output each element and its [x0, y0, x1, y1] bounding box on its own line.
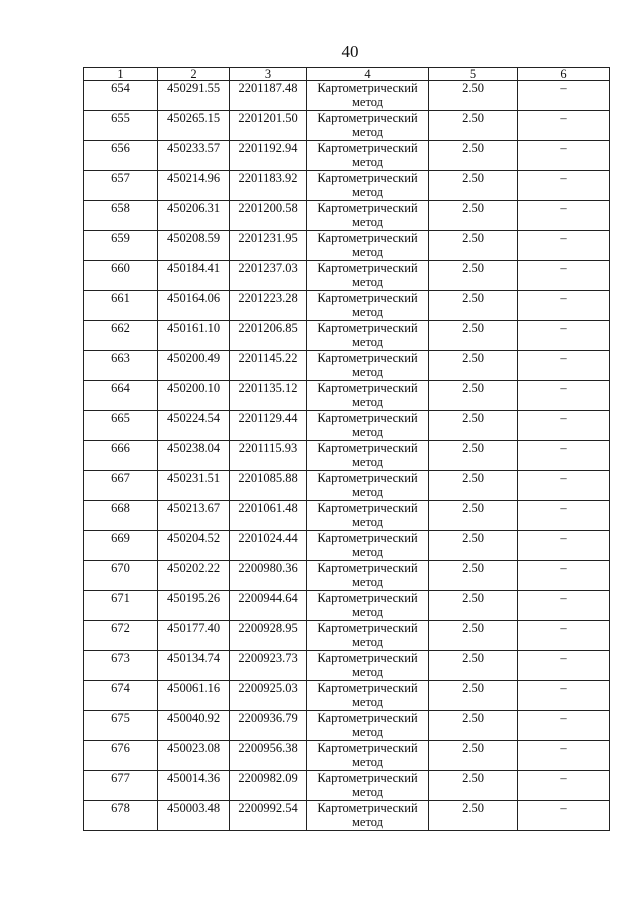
y-coordinate-cell: 2201192.94 — [230, 141, 307, 171]
x-coordinate-cell: 450238.04 — [158, 441, 230, 471]
x-coordinate-cell: 450061.16 — [158, 681, 230, 711]
y-coordinate-cell: 2200944.64 — [230, 591, 307, 621]
column-header-4: 4 — [307, 68, 429, 81]
table-row — [84, 231, 610, 261]
y-coordinate-cell: 2200992.54 — [230, 801, 307, 831]
y-coordinate-cell: 2201024.44 — [230, 531, 307, 561]
note-cell: – — [518, 531, 610, 561]
y-coordinate-cell: 2201206.85 — [230, 321, 307, 351]
y-coordinate-cell: 2201183.92 — [230, 171, 307, 201]
note-cell: – — [518, 171, 610, 201]
method-cell: Картометрический метод — [307, 591, 429, 621]
table-row — [84, 591, 610, 621]
point-number-cell: 672 — [84, 621, 158, 651]
table-row — [84, 171, 610, 201]
method-cell: Картометрический метод — [307, 771, 429, 801]
point-number-cell: 658 — [84, 201, 158, 231]
point-number-cell: 674 — [84, 681, 158, 711]
column-header-5: 5 — [429, 68, 518, 81]
note-cell: – — [518, 621, 610, 651]
point-number-cell: 677 — [84, 771, 158, 801]
accuracy-cell: 2.50 — [429, 531, 518, 561]
note-cell: – — [518, 591, 610, 621]
table-row — [84, 561, 610, 591]
accuracy-cell: 2.50 — [429, 291, 518, 321]
column-header-2: 2 — [158, 68, 230, 81]
y-coordinate-cell: 2201135.12 — [230, 381, 307, 411]
y-coordinate-cell: 2201085.88 — [230, 471, 307, 501]
y-coordinate-cell: 2201145.22 — [230, 351, 307, 381]
column-header-3: 3 — [230, 68, 307, 81]
method-cell: Картометрический метод — [307, 681, 429, 711]
y-coordinate-cell: 2201237.03 — [230, 261, 307, 291]
accuracy-cell: 2.50 — [429, 261, 518, 291]
y-coordinate-cell: 2201231.95 — [230, 231, 307, 261]
table-row — [84, 321, 610, 351]
coordinates-table — [83, 67, 610, 831]
table-row — [84, 651, 610, 681]
y-coordinate-cell: 2200923.73 — [230, 651, 307, 681]
method-cell: Картометрический метод — [307, 231, 429, 261]
x-coordinate-cell: 450023.08 — [158, 741, 230, 771]
note-cell: – — [518, 441, 610, 471]
note-cell: – — [518, 261, 610, 291]
x-coordinate-cell: 450195.26 — [158, 591, 230, 621]
method-cell: Картометрический метод — [307, 621, 429, 651]
note-cell: – — [518, 741, 610, 771]
x-coordinate-cell: 450161.10 — [158, 321, 230, 351]
table-row — [84, 291, 610, 321]
page-number: 40 — [341, 42, 359, 61]
point-number-cell: 665 — [84, 411, 158, 441]
accuracy-cell: 2.50 — [429, 651, 518, 681]
method-cell: Картометрический метод — [307, 171, 429, 201]
y-coordinate-cell: 2200936.79 — [230, 711, 307, 741]
point-number-cell: 676 — [84, 741, 158, 771]
y-coordinate-cell: 2201061.48 — [230, 501, 307, 531]
method-cell: Картометрический метод — [307, 561, 429, 591]
point-number-cell: 660 — [84, 261, 158, 291]
y-coordinate-cell: 2200928.95 — [230, 621, 307, 651]
table-header-row — [84, 68, 610, 81]
table-row — [84, 141, 610, 171]
point-number-cell: 661 — [84, 291, 158, 321]
x-coordinate-cell: 450231.51 — [158, 471, 230, 501]
method-cell: Картометрический метод — [307, 141, 429, 171]
table-row — [84, 411, 610, 441]
accuracy-cell: 2.50 — [429, 741, 518, 771]
y-coordinate-cell: 2201223.28 — [230, 291, 307, 321]
method-cell: Картометрический метод — [307, 711, 429, 741]
y-coordinate-cell: 2200925.03 — [230, 681, 307, 711]
table-body — [84, 81, 610, 831]
note-cell: – — [518, 711, 610, 741]
y-coordinate-cell: 2201115.93 — [230, 441, 307, 471]
x-coordinate-cell: 450206.31 — [158, 201, 230, 231]
point-number-cell: 666 — [84, 441, 158, 471]
method-cell: Картометрический метод — [307, 801, 429, 831]
table-row — [84, 201, 610, 231]
y-coordinate-cell: 2201187.48 — [230, 81, 307, 111]
table-row — [84, 771, 610, 801]
note-cell: – — [518, 471, 610, 501]
y-coordinate-cell: 2200956.38 — [230, 741, 307, 771]
column-header-1: 1 — [84, 68, 158, 81]
table-row — [84, 381, 610, 411]
method-cell: Картометрический метод — [307, 471, 429, 501]
accuracy-cell: 2.50 — [429, 321, 518, 351]
point-number-cell: 654 — [84, 81, 158, 111]
point-number-cell: 669 — [84, 531, 158, 561]
point-number-cell: 670 — [84, 561, 158, 591]
x-coordinate-cell: 450184.41 — [158, 261, 230, 291]
method-cell: Картометрический метод — [307, 381, 429, 411]
point-number-cell: 668 — [84, 501, 158, 531]
x-coordinate-cell: 450177.40 — [158, 621, 230, 651]
accuracy-cell: 2.50 — [429, 231, 518, 261]
note-cell: – — [518, 501, 610, 531]
accuracy-cell: 2.50 — [429, 591, 518, 621]
x-coordinate-cell: 450204.52 — [158, 531, 230, 561]
accuracy-cell: 2.50 — [429, 351, 518, 381]
point-number-cell: 656 — [84, 141, 158, 171]
y-coordinate-cell: 2200980.36 — [230, 561, 307, 591]
note-cell: – — [518, 771, 610, 801]
note-cell: – — [518, 81, 610, 111]
note-cell: – — [518, 801, 610, 831]
method-cell: Картометрический метод — [307, 261, 429, 291]
x-coordinate-cell: 450134.74 — [158, 651, 230, 681]
x-coordinate-cell: 450213.67 — [158, 501, 230, 531]
table-row — [84, 531, 610, 561]
accuracy-cell: 2.50 — [429, 711, 518, 741]
table-row — [84, 621, 610, 651]
x-coordinate-cell: 450233.57 — [158, 141, 230, 171]
point-number-cell: 662 — [84, 321, 158, 351]
method-cell: Картометрический метод — [307, 351, 429, 381]
note-cell: – — [518, 231, 610, 261]
x-coordinate-cell: 450164.06 — [158, 291, 230, 321]
accuracy-cell: 2.50 — [429, 141, 518, 171]
method-cell: Картометрический метод — [307, 111, 429, 141]
point-number-cell: 671 — [84, 591, 158, 621]
table-row — [84, 681, 610, 711]
x-coordinate-cell: 450291.55 — [158, 81, 230, 111]
x-coordinate-cell: 450040.92 — [158, 711, 230, 741]
accuracy-cell: 2.50 — [429, 471, 518, 501]
note-cell: – — [518, 321, 610, 351]
method-cell: Картометрический метод — [307, 81, 429, 111]
accuracy-cell: 2.50 — [429, 111, 518, 141]
method-cell: Картометрический метод — [307, 651, 429, 681]
y-coordinate-cell: 2201129.44 — [230, 411, 307, 441]
x-coordinate-cell: 450214.96 — [158, 171, 230, 201]
note-cell: – — [518, 411, 610, 441]
point-number-cell: 664 — [84, 381, 158, 411]
note-cell: – — [518, 681, 610, 711]
table-row — [84, 81, 610, 111]
point-number-cell: 667 — [84, 471, 158, 501]
y-coordinate-cell: 2201200.58 — [230, 201, 307, 231]
point-number-cell: 673 — [84, 651, 158, 681]
x-coordinate-cell: 450200.49 — [158, 351, 230, 381]
method-cell: Картометрический метод — [307, 501, 429, 531]
method-cell: Картометрический метод — [307, 201, 429, 231]
table-row — [84, 711, 610, 741]
method-cell: Картометрический метод — [307, 291, 429, 321]
accuracy-cell: 2.50 — [429, 771, 518, 801]
table-row — [84, 801, 610, 831]
x-coordinate-cell: 450003.48 — [158, 801, 230, 831]
note-cell: – — [518, 381, 610, 411]
x-coordinate-cell: 450224.54 — [158, 411, 230, 441]
note-cell: – — [518, 351, 610, 381]
method-cell: Картометрический метод — [307, 741, 429, 771]
accuracy-cell: 2.50 — [429, 681, 518, 711]
note-cell: – — [518, 561, 610, 591]
method-cell: Картометрический метод — [307, 441, 429, 471]
method-cell: Картометрический метод — [307, 411, 429, 441]
table-row — [84, 261, 610, 291]
note-cell: – — [518, 291, 610, 321]
y-coordinate-cell: 2201201.50 — [230, 111, 307, 141]
table-row — [84, 111, 610, 141]
accuracy-cell: 2.50 — [429, 81, 518, 111]
point-number-cell: 655 — [84, 111, 158, 141]
column-header-6: 6 — [518, 68, 610, 81]
accuracy-cell: 2.50 — [429, 171, 518, 201]
table-row — [84, 351, 610, 381]
note-cell: – — [518, 111, 610, 141]
accuracy-cell: 2.50 — [429, 501, 518, 531]
accuracy-cell: 2.50 — [429, 441, 518, 471]
y-coordinate-cell: 2200982.09 — [230, 771, 307, 801]
table-row — [84, 471, 610, 501]
table-row — [84, 501, 610, 531]
accuracy-cell: 2.50 — [429, 561, 518, 591]
accuracy-cell: 2.50 — [429, 381, 518, 411]
x-coordinate-cell: 450200.10 — [158, 381, 230, 411]
point-number-cell: 675 — [84, 711, 158, 741]
point-number-cell: 659 — [84, 231, 158, 261]
accuracy-cell: 2.50 — [429, 621, 518, 651]
point-number-cell: 657 — [84, 171, 158, 201]
method-cell: Картометрический метод — [307, 321, 429, 351]
x-coordinate-cell: 450202.22 — [158, 561, 230, 591]
x-coordinate-cell: 450265.15 — [158, 111, 230, 141]
x-coordinate-cell: 450208.59 — [158, 231, 230, 261]
accuracy-cell: 2.50 — [429, 801, 518, 831]
table-row — [84, 741, 610, 771]
method-cell: Картометрический метод — [307, 531, 429, 561]
note-cell: – — [518, 201, 610, 231]
note-cell: – — [518, 651, 610, 681]
x-coordinate-cell: 450014.36 — [158, 771, 230, 801]
point-number-cell: 678 — [84, 801, 158, 831]
accuracy-cell: 2.50 — [429, 201, 518, 231]
note-cell: – — [518, 141, 610, 171]
table-row — [84, 441, 610, 471]
accuracy-cell: 2.50 — [429, 411, 518, 441]
point-number-cell: 663 — [84, 351, 158, 381]
